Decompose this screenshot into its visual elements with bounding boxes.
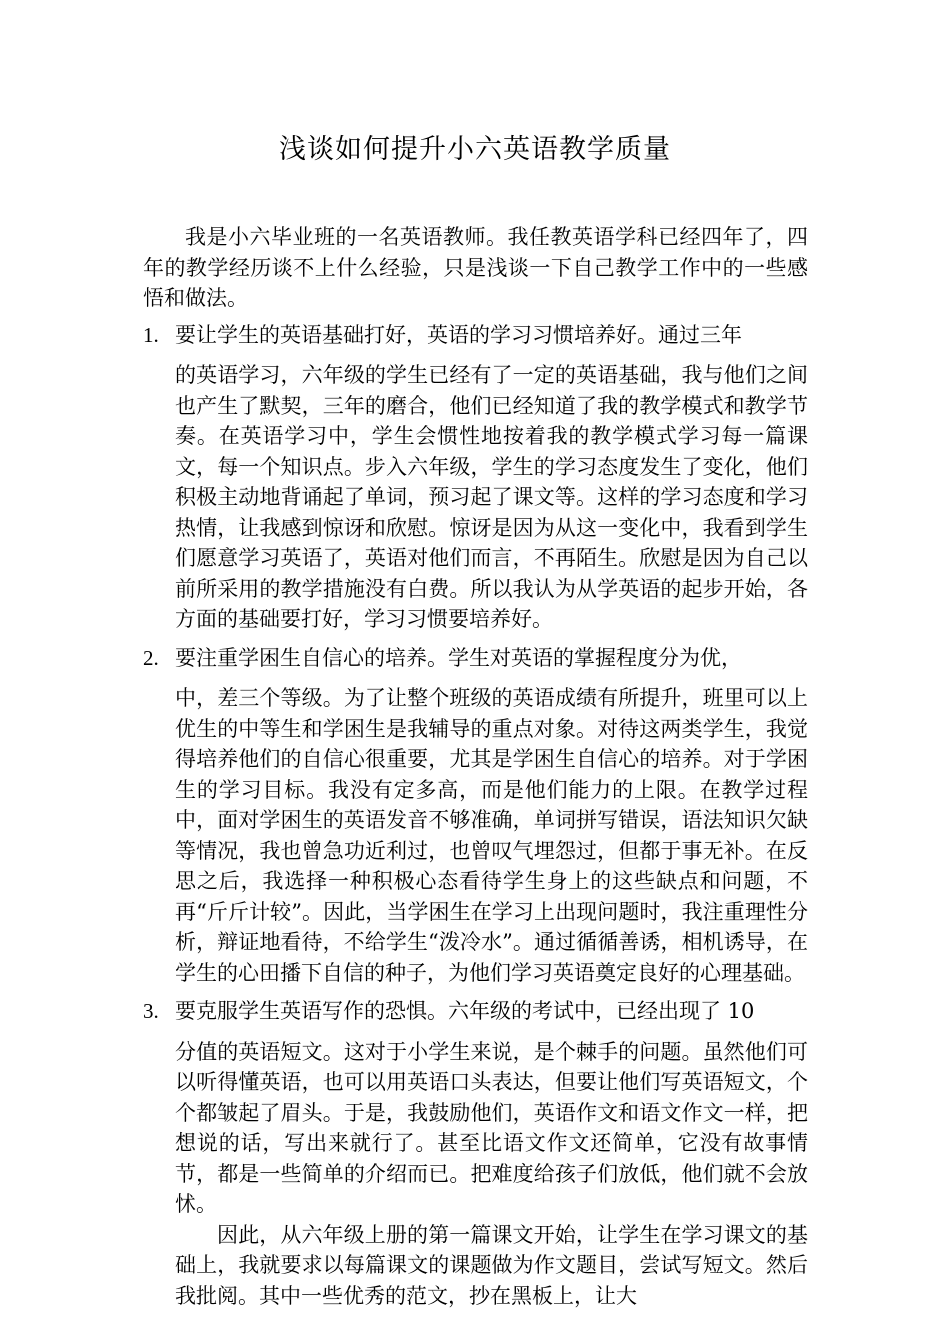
list-item-text: 的英语学习，六年级的学生已经有了一定的英语基础，我与他们之间也产生了默契，三年的磨合，他们已经知道了我的教学模式和教学节奏。在英语学习中，学生会惯性地按着我的教学模式学习每一篇课文，每一个知识点。步入六年级，学生的学习态度发生了变化，他们积极主动地背诵起了单词，预习起了课文等。这样的学习态度和学习热情，让我感到惊讶和欣慰。惊讶是因为从这一变化中，我看到学生们愿意学习英语了，英语对他们而言，不再陌生。欣慰是因为自己以前所采用的教学措施没有白费。所以我认为从学英语的起步开始，各方面的基础要打好，学习习惯要培养好。	[175, 363, 808, 631]
follow-paragraph: 因此，从六年级上册的第一篇课文开始，让学生在学习课文的基础上，我就要求以每篇课文的课题做为作文题目，尝试写短文。然后我批阅。其中一些优秀的范文，抄在黑板上，让大	[175, 1222, 808, 1308]
list-item-text: 中，差三个等级。为了让整个班级的英语成绩有所提升，班里可以上优生的中等生和学困生是我辅导的重点对象。对待这两类学生，我觉得培养他们的自信心很重要，尤其是学困生自信心的培养。对于学困生的学习目标。我没有定多高，而是他们能力的上限。在教学过程中，面对学困生的英语发音不够准确，单词拼写错误，语法知识欠缺等情况，我也曾急功近利过，也曾叹气埋怨过，但都于事无补。在反思之后，我选择一种积极心态看待学生身上的这些缺点和问题，不再“斤斤计较”。因此，当学困生在学习上出现问题时，我注重理性分析，辩证地看待，不给学生“泼冷水”。通过循循善诱，相机诱导，在学生的心田播下自信的种子，为他们学习英语奠定良好的心理基础。	[175, 686, 808, 985]
list-item-heading: 要让学生的英语基础打好，英语的学习习惯培养好。通过三年	[175, 322, 742, 347]
list-item-text: 分值的英语短文。这对于小学生来说，是个棘手的问题。虽然他们可以听得懂英语，也可以用英语口头表达，但要让他们写英语短文，个个都皱起了眉头。于是，我鼓励他们，英语作文和语文作文一样，把想说的话，写出来就行了。甚至比语文作文还简单，它没有故事情节，都是一些简单的介绍而已。把难度给孩子们放低，他们就不会放怵。	[175, 1039, 808, 1216]
document-title: 浅谈如何提升小六英语教学质量	[279, 134, 671, 165]
list-number: 2.	[143, 645, 159, 670]
list-number: 1.	[143, 322, 159, 347]
list-item-heading: 要注重学困生自信心的培养。学生对英语的掌握程度分为优，	[175, 645, 742, 670]
intro-paragraph: 我是小六毕业班的一名英语教师。我任教英语学科已经四年了，四年的教学经历谈不上什么经验，只是浅谈一下自己教学工作中的一些感悟和做法。	[143, 225, 808, 310]
list-number: 3.	[143, 999, 159, 1023]
list-item-3	[143, 996, 808, 1311]
list-item-heading: 要克服学生英语写作的恐惧。六年级的考试中，已经出现了 10	[175, 999, 755, 1023]
numbered-list	[143, 320, 808, 1312]
list-item-2	[143, 643, 808, 989]
list-item-1	[143, 320, 808, 635]
document-body	[143, 222, 808, 1319]
